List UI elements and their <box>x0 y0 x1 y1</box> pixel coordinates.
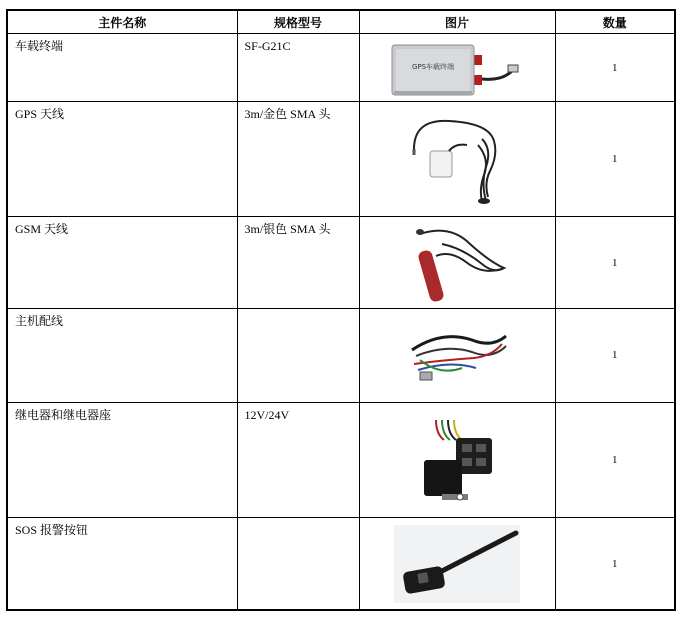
row-image <box>359 102 555 216</box>
row-qty: 1 <box>555 518 675 610</box>
row-spec <box>237 309 359 402</box>
row-qty: 1 <box>555 102 675 216</box>
row-qty: 1 <box>555 216 675 308</box>
sos-button-image <box>392 523 522 605</box>
row-qty: 1 <box>555 34 675 102</box>
table-row <box>7 309 675 402</box>
header-spec: 规格型号 <box>237 10 359 34</box>
parts-table <box>6 9 676 611</box>
terminal-label: GPS车载终端 <box>411 62 455 71</box>
row-spec: 3m/金色 SMA 头 <box>237 102 359 216</box>
row-image <box>359 518 555 610</box>
row-name: 车载终端 <box>7 34 237 102</box>
row-name: SOS 报警按钮 <box>7 518 237 610</box>
row-spec: SF-G21C <box>237 34 359 102</box>
gps-antenna-image <box>402 109 512 209</box>
wiring-harness-image <box>402 320 512 390</box>
row-image <box>359 34 555 102</box>
header-qty: 数量 <box>555 10 675 34</box>
table-header-row <box>7 10 675 34</box>
row-spec: 3m/银色 SMA 头 <box>237 216 359 308</box>
table-row <box>7 402 675 517</box>
row-spec <box>237 518 359 610</box>
row-name: GSM 天线 <box>7 216 237 308</box>
row-image <box>359 309 555 402</box>
row-name: GPS 天线 <box>7 102 237 216</box>
gps-terminal-image <box>382 37 532 99</box>
row-qty: 1 <box>555 309 675 402</box>
row-name: 主机配线 <box>7 309 237 402</box>
header-image: 图片 <box>359 10 555 34</box>
row-spec: 12V/24V <box>237 402 359 517</box>
table-row <box>7 216 675 308</box>
gsm-antenna-image <box>402 220 512 306</box>
table-row <box>7 518 675 610</box>
relay-image <box>402 410 512 510</box>
row-image <box>359 216 555 308</box>
row-name: 继电器和继电器座 <box>7 402 237 517</box>
table-row <box>7 102 675 216</box>
table-row <box>7 34 675 102</box>
row-image <box>359 402 555 517</box>
header-name: 主件名称 <box>7 10 237 34</box>
row-qty: 1 <box>555 402 675 517</box>
